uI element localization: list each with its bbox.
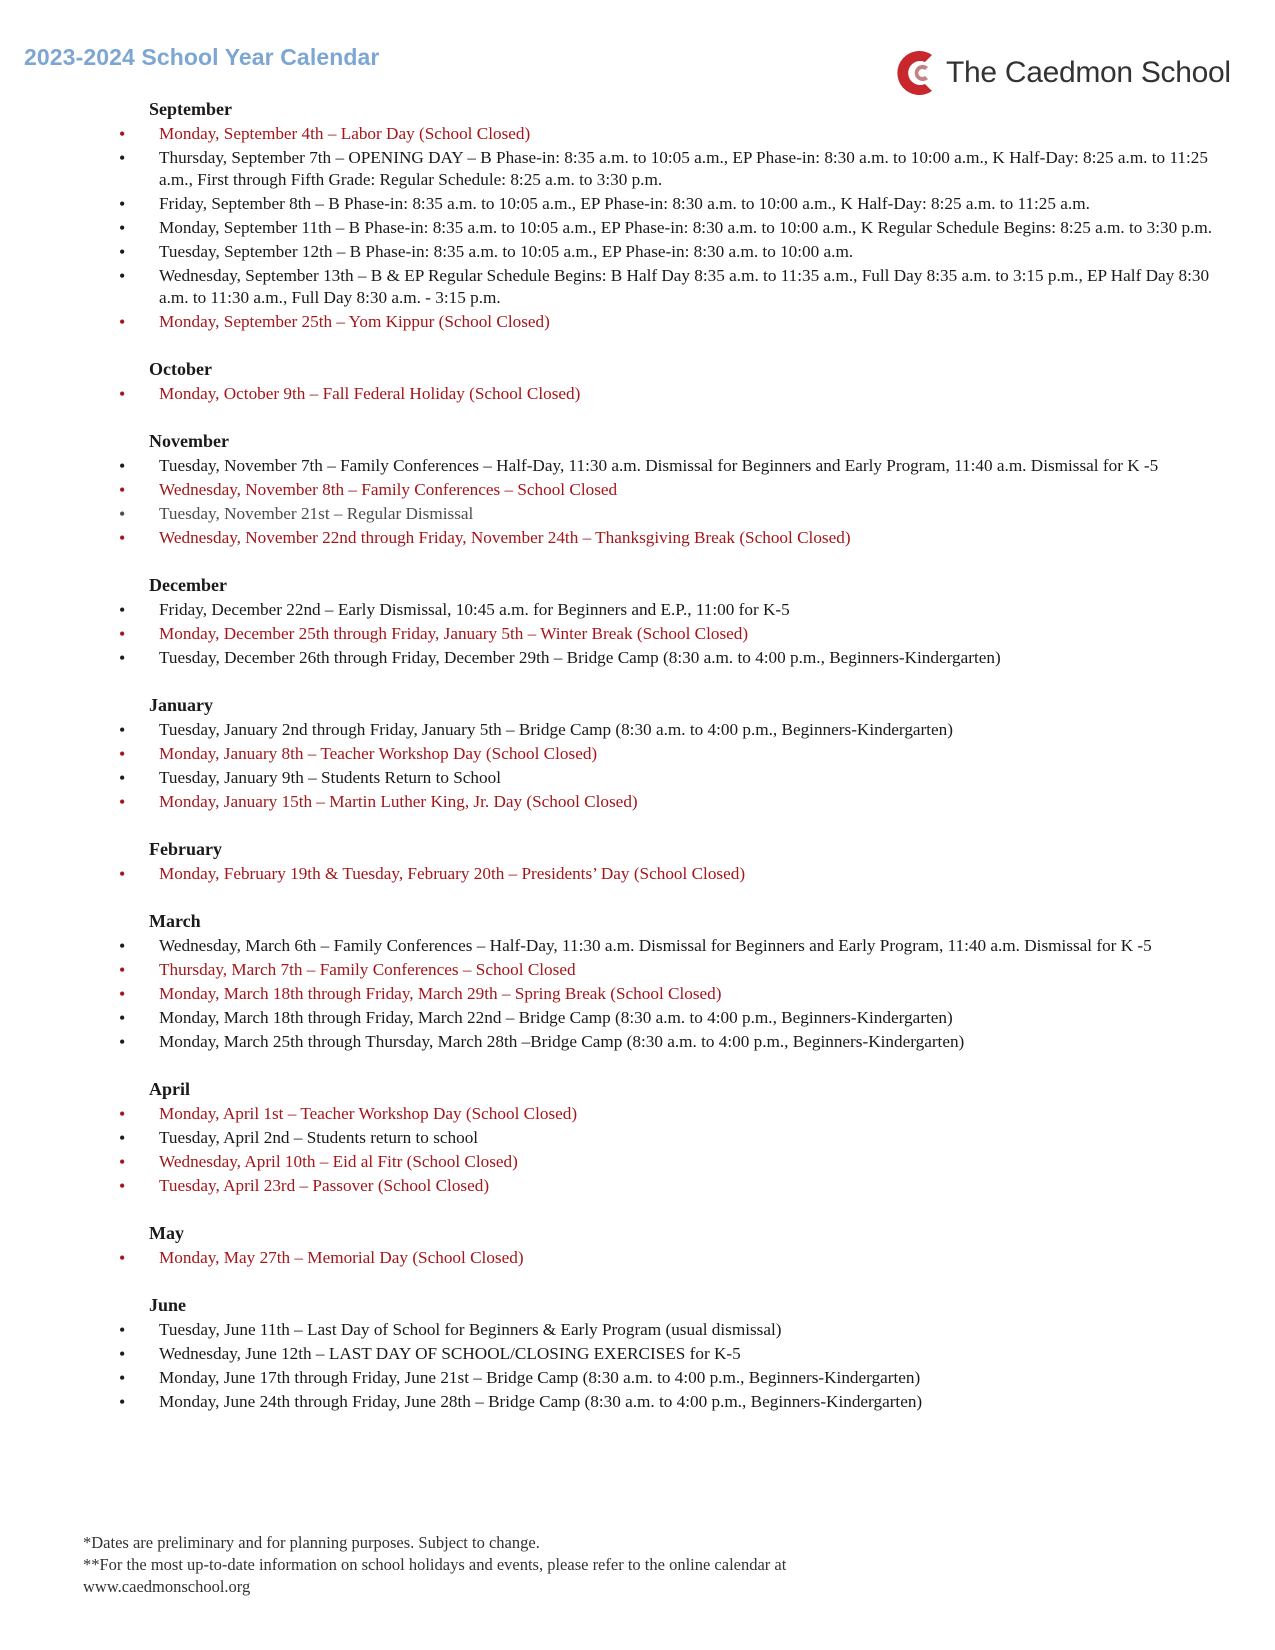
month-heading: June bbox=[149, 1295, 187, 1315]
event-item: • Wednesday, September 13th – B & EP Regular Schedule Begins: B Half Day 8:35 a.m. to 11:35 a.m., Full Day 8:35 a.m. to 3:15 p.m., EP Half Day 8:30 a.m. to 11:30 a.m., Full Day 8:30 a.m. - 3:15 p.m. bbox=[0, 265, 1275, 309]
footnotes bbox=[83, 1532, 983, 1598]
month-section bbox=[0, 910, 1275, 1053]
month-heading: May bbox=[149, 1223, 184, 1243]
month-heading: February bbox=[149, 839, 222, 859]
event-item: • Thursday, March 7th – Family Conferences – School Closed bbox=[0, 959, 1275, 981]
event-item: • Wednesday, June 12th – LAST DAY OF SCHOOL/CLOSING EXERCISES for K-5 bbox=[0, 1343, 1275, 1365]
event-item: • Monday, March 18th through Friday, March 22nd – Bridge Camp (8:30 a.m. to 4:00 p.m., Beginners-Kindergarten) bbox=[0, 1007, 1275, 1029]
event-item: • Thursday, September 7th – OPENING DAY – B Phase-in: 8:35 a.m. to 10:05 a.m., EP Phase-in: 8:30 a.m. to 10:00 a.m., K Half-Day: 8:25 a.m. to 11:25 a.m., First through Fifth Grade: Regular Schedule: 8:25 a.m. to 3:30 p.m. bbox=[0, 147, 1275, 191]
event-item: • Tuesday, November 21st – Regular Dismissal bbox=[0, 503, 1275, 525]
month-section bbox=[0, 1078, 1275, 1197]
event-item: • Tuesday, April 2nd – Students return to school bbox=[0, 1127, 1275, 1149]
month-heading: September bbox=[149, 99, 232, 119]
event-list bbox=[0, 1103, 1275, 1197]
event-item: • Monday, September 25th – Yom Kippur (School Closed) bbox=[0, 311, 1275, 333]
event-list bbox=[0, 935, 1275, 1053]
month-heading: October bbox=[149, 359, 212, 379]
month-section bbox=[0, 694, 1275, 813]
event-item: • Monday, December 25th through Friday, January 5th – Winter Break (School Closed) bbox=[0, 623, 1275, 645]
month-section bbox=[0, 430, 1275, 549]
event-item: • Tuesday, June 11th – Last Day of School for Beginners & Early Program (usual dismissal) bbox=[0, 1319, 1275, 1341]
month-section bbox=[0, 358, 1275, 405]
event-item: • Tuesday, September 12th – B Phase-in: 8:35 a.m. to 10:05 a.m., EP Phase-in: 8:30 a.m. to 10:00 a.m. bbox=[0, 241, 1275, 263]
month-heading: December bbox=[149, 575, 227, 595]
event-item: • Monday, June 24th through Friday, June 28th – Bridge Camp (8:30 a.m. to 4:00 p.m., Beginners-Kindergarten) bbox=[0, 1391, 1275, 1413]
event-item: • Monday, May 27th – Memorial Day (School Closed) bbox=[0, 1247, 1275, 1269]
event-item: • Monday, June 17th through Friday, June 21st – Bridge Camp (8:30 a.m. to 4:00 p.m., Beginners-Kindergarten) bbox=[0, 1367, 1275, 1389]
event-list bbox=[0, 599, 1275, 669]
page-title: 2023-2024 School Year Calendar bbox=[24, 44, 380, 70]
event-item: • Tuesday, January 9th – Students Return to School bbox=[0, 767, 1275, 789]
event-item: • Monday, January 8th – Teacher Workshop Day (School Closed) bbox=[0, 743, 1275, 765]
school-logo bbox=[892, 44, 1231, 102]
event-list bbox=[0, 1247, 1275, 1269]
month-section bbox=[0, 98, 1275, 333]
month-section bbox=[0, 1222, 1275, 1269]
event-item: • Tuesday, December 26th through Friday, December 29th – Bridge Camp (8:30 a.m. to 4:00 p.m., Beginners-Kindergarten) bbox=[0, 647, 1275, 669]
event-list bbox=[0, 123, 1275, 333]
event-item: • Monday, April 1st – Teacher Workshop Day (School Closed) bbox=[0, 1103, 1275, 1125]
month-heading: January bbox=[149, 695, 214, 715]
calendar-body bbox=[0, 98, 1275, 1438]
event-item: • Monday, February 19th & Tuesday, February 20th – Presidents’ Day (School Closed) bbox=[0, 863, 1275, 885]
event-item: • Friday, December 22nd – Early Dismissal, 10:45 a.m. for Beginners and E.P., 11:00 for K-5 bbox=[0, 599, 1275, 621]
caedmon-c-logo-icon bbox=[892, 47, 940, 99]
month-heading: November bbox=[149, 431, 229, 451]
event-item: • Tuesday, April 23rd – Passover (School Closed) bbox=[0, 1175, 1275, 1197]
event-list bbox=[0, 719, 1275, 813]
event-item: • Wednesday, November 22nd through Friday, November 24th – Thanksgiving Break (School Closed) bbox=[0, 527, 1275, 549]
event-list bbox=[0, 1319, 1275, 1413]
event-item: • Wednesday, March 6th – Family Conferences – Half-Day, 11:30 a.m. Dismissal for Beginners and Early Program, 11:40 a.m. Dismissal for K -5 bbox=[0, 935, 1275, 957]
event-item: • Monday, October 9th – Fall Federal Holiday (School Closed) bbox=[0, 383, 1275, 405]
footnote-preliminary: *Dates are preliminary and for planning purposes. Subject to change. bbox=[83, 1533, 540, 1552]
month-section bbox=[0, 1294, 1275, 1413]
footnote-online-calendar: **For the most up-to-date information on school holidays and events, please refer to the online calendar at bbox=[83, 1555, 787, 1574]
event-list bbox=[0, 863, 1275, 885]
event-item: • Monday, September 4th – Labor Day (School Closed) bbox=[0, 123, 1275, 145]
month-section bbox=[0, 574, 1275, 669]
event-list bbox=[0, 383, 1275, 405]
event-item: • Tuesday, January 2nd through Friday, January 5th – Bridge Camp (8:30 a.m. to 4:00 p.m., Beginners-Kindergarten) bbox=[0, 719, 1275, 741]
footnote-website-link[interactable]: www.caedmonschool.org bbox=[83, 1577, 251, 1596]
logo-wordmark: The Caedmon School bbox=[946, 56, 1231, 89]
event-item: • Wednesday, November 8th – Family Conferences – School Closed bbox=[0, 479, 1275, 501]
event-item: • Wednesday, April 10th – Eid al Fitr (School Closed) bbox=[0, 1151, 1275, 1173]
event-item: • Tuesday, November 7th – Family Conferences – Half-Day, 11:30 a.m. Dismissal for Beginners and Early Program, 11:40 a.m. Dismissal for K -5 bbox=[0, 455, 1275, 477]
event-item: • Monday, January 15th – Martin Luther King, Jr. Day (School Closed) bbox=[0, 791, 1275, 813]
event-item: • Friday, September 8th – B Phase-in: 8:35 a.m. to 10:05 a.m., EP Phase-in: 8:30 a.m. to 10:00 a.m., K Half-Day: 8:25 a.m. to 11:25 a.m. bbox=[0, 193, 1275, 215]
month-heading: March bbox=[149, 911, 201, 931]
event-item: • Monday, September 11th – B Phase-in: 8:35 a.m. to 10:05 a.m., EP Phase-in: 8:30 a.m. to 10:00 a.m., K Regular Schedule Begins: 8:25 a.m. to 3:30 p.m. bbox=[0, 217, 1275, 239]
event-item: • Monday, March 18th through Friday, March 29th – Spring Break (School Closed) bbox=[0, 983, 1275, 1005]
month-heading: April bbox=[149, 1079, 191, 1099]
event-list bbox=[0, 455, 1275, 549]
month-section bbox=[0, 838, 1275, 885]
event-item: • Monday, March 25th through Thursday, March 28th –Bridge Camp (8:30 a.m. to 4:00 p.m., Beginners-Kindergarten) bbox=[0, 1031, 1275, 1053]
